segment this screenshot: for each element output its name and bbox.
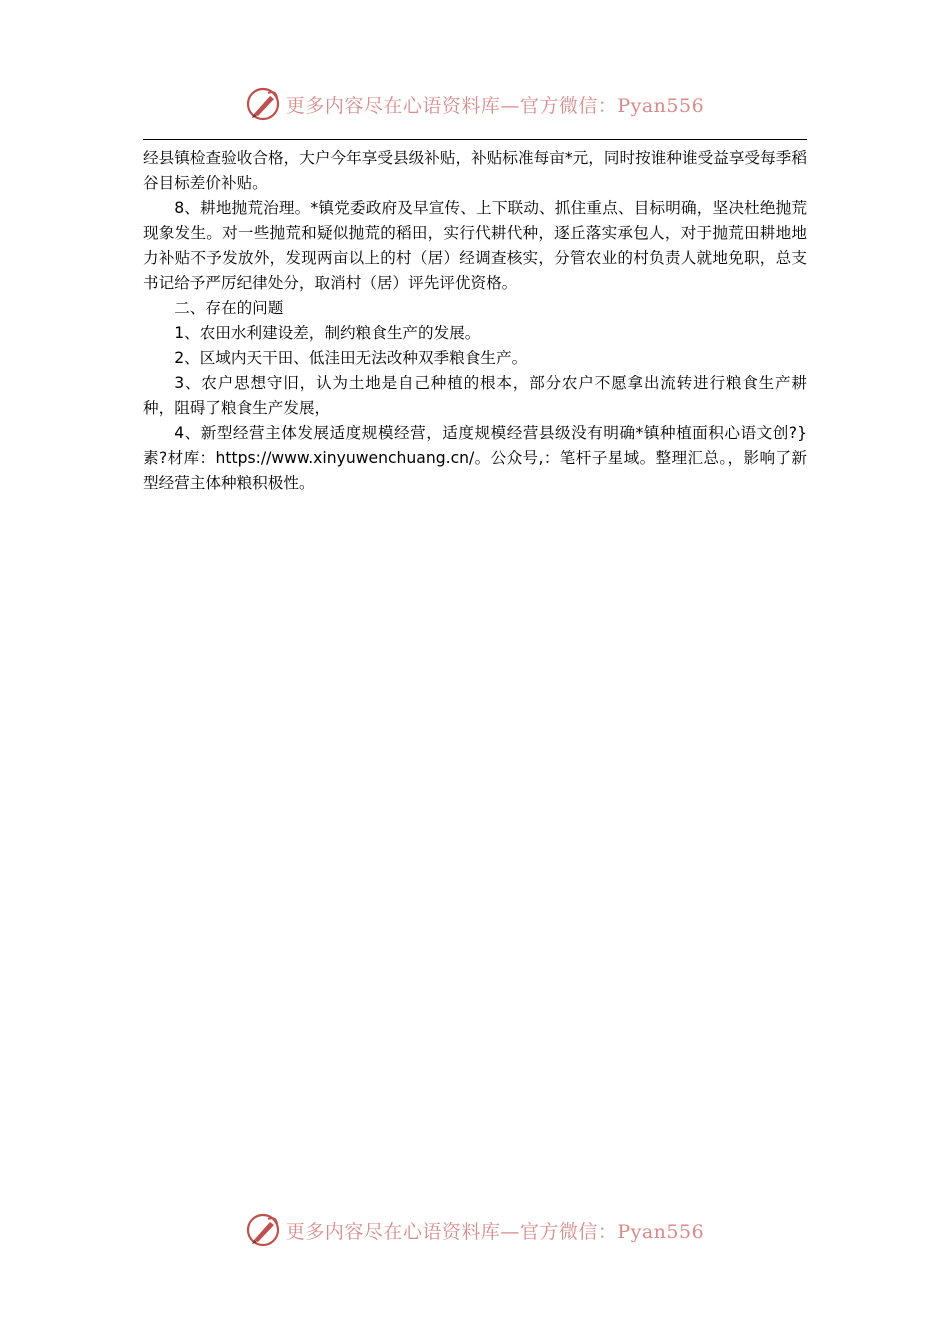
footer-banner-text: 更多内容尽在心语资料库—官方微信：Pyan556: [285, 1220, 705, 1243]
section-heading-problems: 二、存在的问题: [174, 299, 284, 317]
problem-item-2: 2、区域内天干田、低洼田无法改种双季粮食生产。: [174, 349, 528, 367]
paragraph-item-8: 8、耕地抛荒治理。*镇党委政府及早宣传、上下联动、抓住重点、目标明确，坚决杜绝抛荒现象发生。对一些抛荒和疑似抛荒的稻田，实行代耕代种，逐丘落实承包人，对于抛荒田耕地地力补贴不予发放外，发现两亩以上的村（居）经调查核实，分管农业的村负责人就地免职，总支书记给予严厉纪律处分，取消村（居）评先评优资格。: [143, 199, 807, 292]
pen-logo-icon: [246, 1212, 282, 1248]
paragraph-continuation: 经县镇检查验收合格，大户今年享受县级补贴，补贴标准每亩*元，同时按谁种谁受益享受每季稻谷目标差价补贴。: [143, 149, 807, 192]
footer-banner: [0, 1208, 950, 1252]
header-banner-text: 更多内容尽在心语资料库—官方微信：Pyan556: [285, 94, 705, 117]
header-divider: [143, 139, 807, 140]
header-banner: [0, 82, 950, 126]
document-body: [143, 146, 807, 496]
problem-item-4: 4、新型经营主体发展适度规模经营，适度规模经营县级没有明确*镇种植面积心语文创?}素?材库：https://www.xinyuwenchuang.cn/。公众号,：笔杆子星域。整理汇总。，影响了新型经营主体种粮积极性。: [143, 424, 807, 492]
pen-logo-icon: [246, 86, 282, 122]
problem-item-1: 1、农田水利建设差，制约粮食生产的发展。: [174, 324, 481, 342]
problem-item-3: 3、农户思想守旧，认为土地是自己种植的根本，部分农户不愿拿出流转进行粮食生产耕种，阻碍了粮食生产发展，: [143, 374, 807, 417]
